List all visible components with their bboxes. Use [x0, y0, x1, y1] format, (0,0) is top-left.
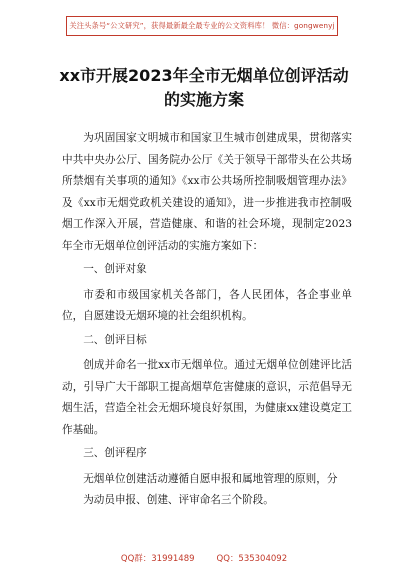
intro-paragraph: 为巩固国家文明城市和国家卫生城市创建成果，贯彻落实中共中央办公厅、国务院办公厅《关于领导干部带头在公共场所禁烟有关事项的通知》《xx市公共场所控制吸烟管理办法》及《xx市无烟党政机关建设的通知》，进一步推进我市控制吸烟工作深入开展，营造健康、和谐的社会环境，现制定2023年全市无烟单位创评活动的实施方案如下： — [62, 132, 352, 252]
document-body — [62, 128, 352, 512]
section-body-goals: 创成并命名一批xx市无烟单位。通过无烟单位创建评比活动，引导广大干部职工提高烟草危害健康的意识，示范倡导无烟生活，营造全社会无烟环境良好氛围，为健康xx建设奠定工作基础。 — [62, 359, 352, 436]
promo-banner-text: 关注头条号“公文研究”，获得最新最全最专业的公文资料库！ 微信：gongwenyj — [69, 21, 335, 30]
section-body-procedure-continued: 为动员申报、创建、评审命名三个阶段。 — [83, 494, 274, 506]
section-body-targets: 市委和市级国家机关各部门，各人民团体，各企事业单位，自愿建设无烟环境的社会组织机构。 — [62, 288, 352, 322]
section-heading-goals: 二、创评目标 — [83, 333, 147, 346]
document-title-line-1: xx市开展2023年全市无烟单位创评活动 — [59, 66, 349, 85]
section-heading-targets: 一、创评对象 — [83, 263, 147, 275]
section-heading-procedure: 三、创评程序 — [83, 447, 147, 459]
promo-banner — [66, 16, 338, 36]
footer-qq-contact: QQ：535304092 — [216, 554, 288, 564]
footer-qq-group: QQ群：31991489 — [120, 554, 195, 564]
section-body-procedure: 无烟单位创建活动遵循自愿申报和属地管理的原则，分 — [83, 472, 338, 485]
document-title — [30, 64, 378, 112]
page-footer — [0, 552, 408, 564]
document-title-line-2: 的实施方案 — [163, 90, 244, 109]
